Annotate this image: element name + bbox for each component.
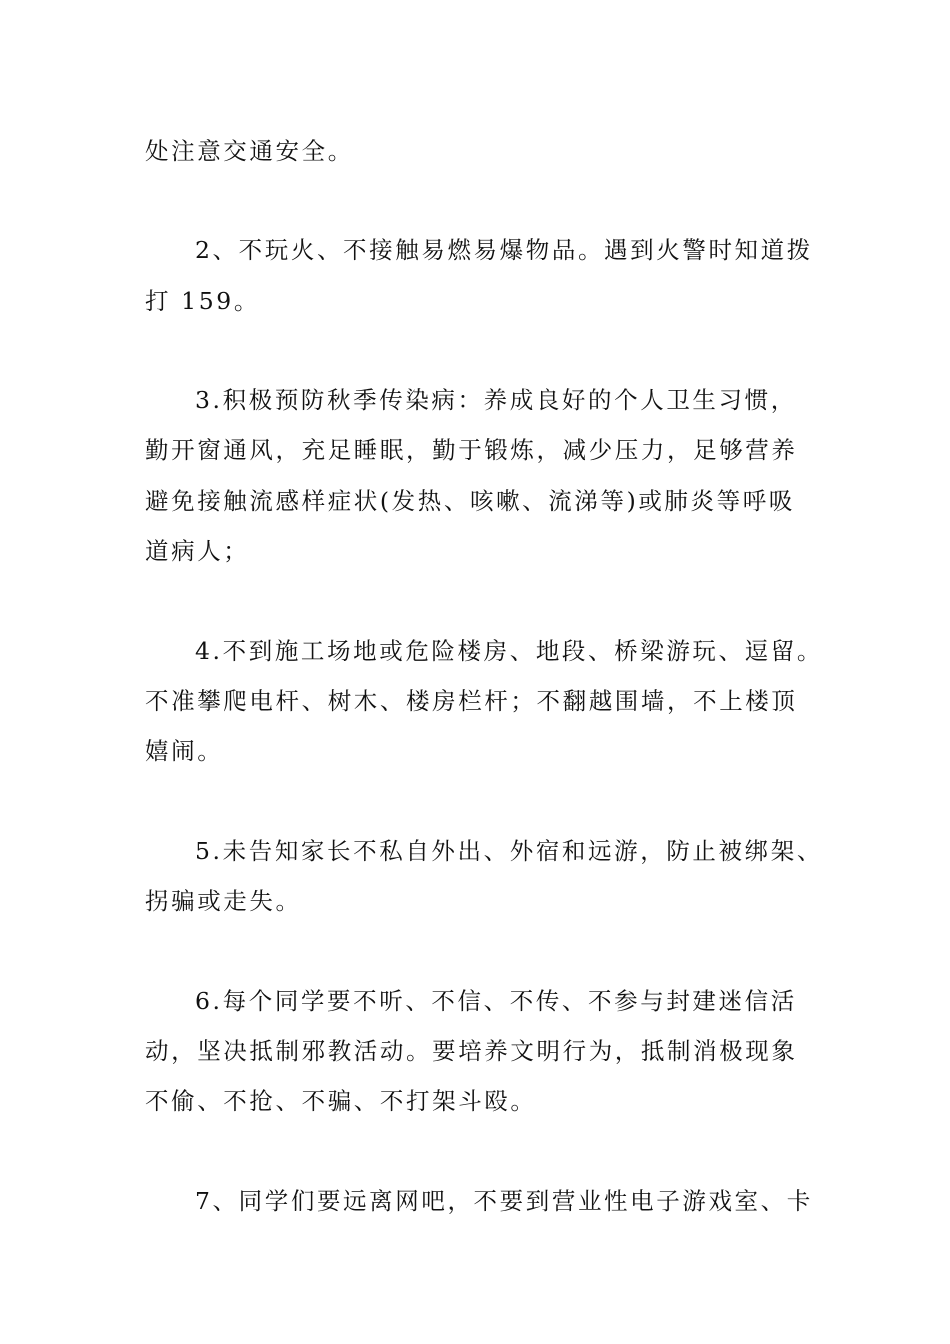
text-line: 不准攀爬电杆、树木、楼房栏杆；不翻越围墙，不上楼顶 <box>145 687 798 715</box>
text-line: 处注意交通安全。 <box>145 137 354 165</box>
text-line: 拐骗或走失。 <box>145 887 302 915</box>
text-line: 2、不玩火、不接触易燃易爆物品。遇到火警时知道拨 <box>195 236 813 264</box>
text-line: 6.每个同学要不听、不信、不传、不参与封建迷信活 <box>195 987 797 1015</box>
text-line: 4.不到施工场地或危险楼房、地段、桥梁游玩、逗留。 <box>195 637 823 665</box>
text-line: 不偷、不抢、不骗、不打架斗殴。 <box>145 1087 537 1115</box>
text-line: 动，坚决抵制邪教活动。要培养文明行为，抵制消极现象 <box>145 1037 798 1065</box>
text-line: 嬉闹。 <box>145 737 224 765</box>
text-line: 7、同学们要远离网吧，不要到营业性电子游戏室、卡 <box>195 1187 813 1215</box>
text-line: 打 159。 <box>145 287 260 315</box>
text-line: 3.积极预防秋季传染病：养成良好的个人卫生习惯， <box>195 386 797 414</box>
text-line: 勤开窗通风，充足睡眠，勤于锻炼，减少压力，足够营养 <box>145 436 798 464</box>
text-line: 道病人； <box>145 537 250 565</box>
text-line: 5.未告知家长不私自外出、外宿和远游，防止被绑架、 <box>195 837 823 865</box>
text-line: 避免接触流感样症状(发热、咳嗽、流涕等)或肺炎等呼吸 <box>145 487 795 515</box>
